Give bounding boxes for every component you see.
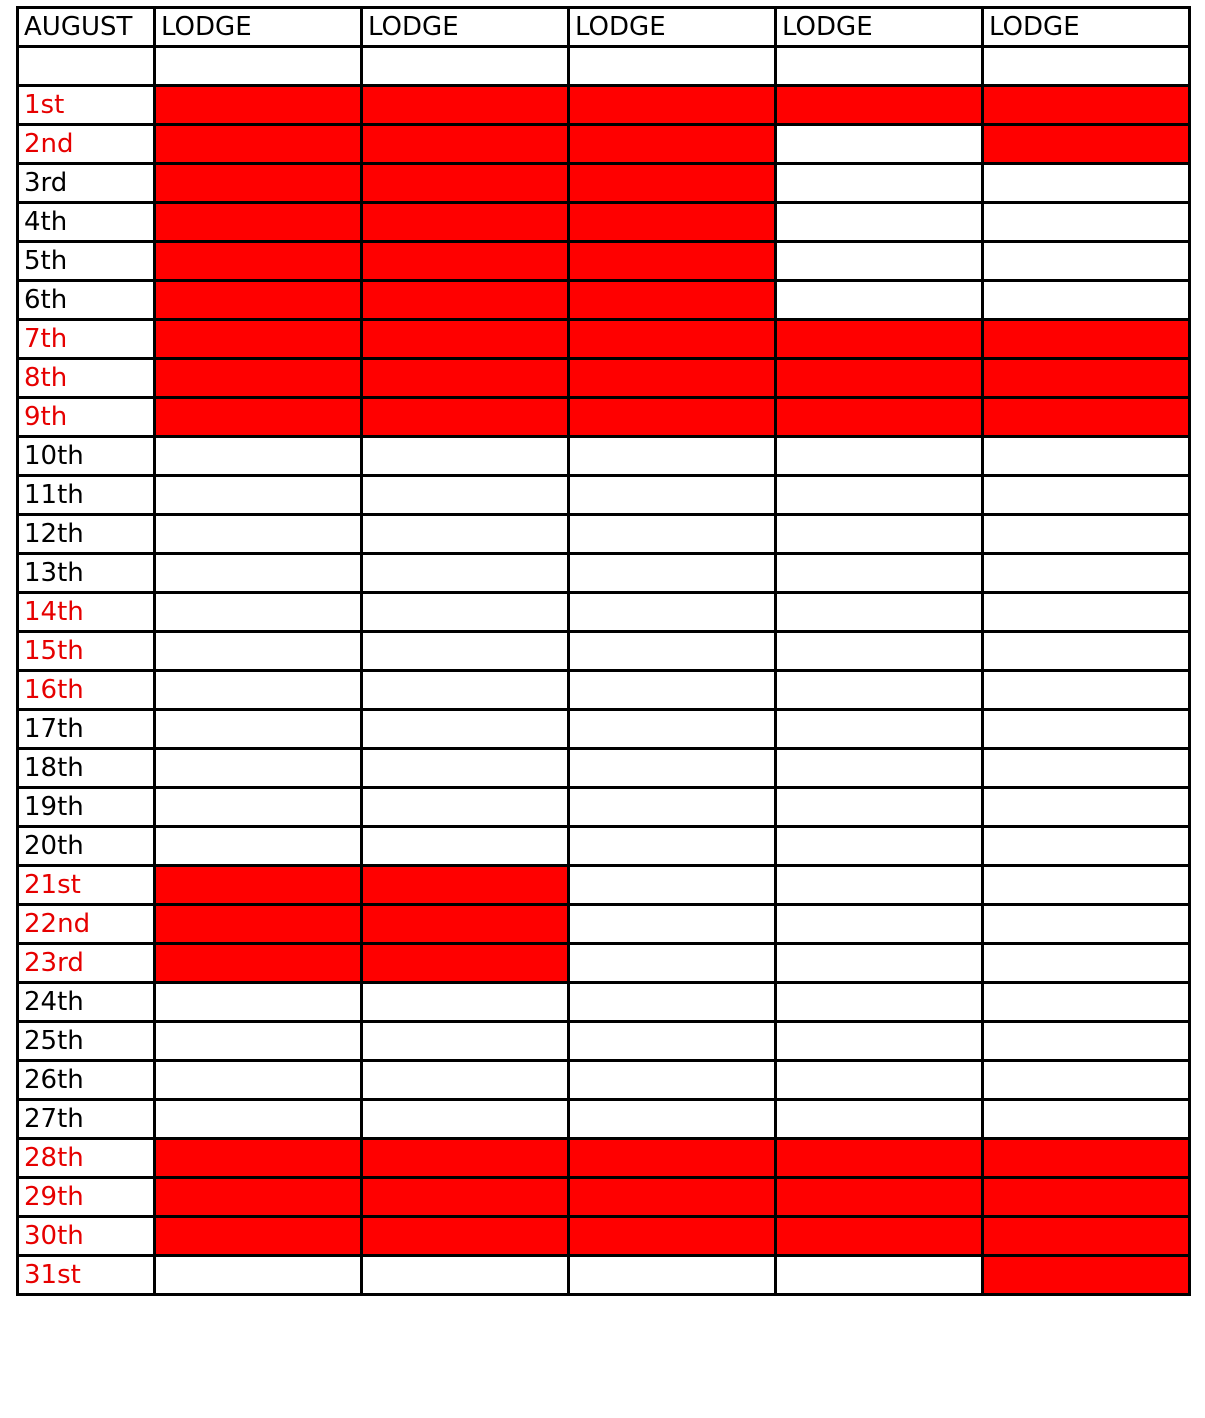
booked-cell (362, 1217, 569, 1256)
booked-cell (776, 398, 983, 437)
available-cell (155, 476, 362, 515)
booked-cell (362, 1178, 569, 1217)
lodge-header-1: LODGE (155, 8, 362, 47)
available-cell (776, 944, 983, 983)
available-cell (983, 983, 1190, 1022)
lodge-header-5: LODGE (983, 8, 1190, 47)
booked-cell (569, 203, 776, 242)
booked-cell (362, 944, 569, 983)
available-cell (983, 515, 1190, 554)
available-cell (155, 554, 362, 593)
available-cell (776, 632, 983, 671)
date-row (18, 359, 1190, 398)
available-cell (983, 437, 1190, 476)
available-cell (569, 437, 776, 476)
date-row (18, 749, 1190, 788)
booked-cell (569, 281, 776, 320)
date-rows (18, 86, 1190, 1295)
booked-cell (362, 281, 569, 320)
date-cell: 22nd (18, 905, 155, 944)
available-cell (776, 671, 983, 710)
booked-cell (362, 359, 569, 398)
booked-cell (569, 164, 776, 203)
available-cell (362, 1256, 569, 1295)
available-cell (776, 866, 983, 905)
available-cell (776, 164, 983, 203)
booked-cell (155, 1217, 362, 1256)
date-cell: 15th (18, 632, 155, 671)
date-row (18, 398, 1190, 437)
blank-cell (18, 47, 155, 86)
available-cell (362, 476, 569, 515)
booked-cell (776, 320, 983, 359)
booked-cell (983, 86, 1190, 125)
available-cell (155, 1256, 362, 1295)
date-cell: 24th (18, 983, 155, 1022)
available-cell (362, 788, 569, 827)
available-cell (983, 554, 1190, 593)
booked-cell (155, 164, 362, 203)
available-cell (983, 632, 1190, 671)
date-cell: 14th (18, 593, 155, 632)
available-cell (983, 593, 1190, 632)
booked-cell (983, 1256, 1190, 1295)
available-cell (155, 632, 362, 671)
available-cell (983, 476, 1190, 515)
date-cell: 3rd (18, 164, 155, 203)
date-row (18, 476, 1190, 515)
available-cell (362, 983, 569, 1022)
booked-cell (155, 203, 362, 242)
booked-cell (155, 944, 362, 983)
available-cell (569, 476, 776, 515)
available-cell (776, 1061, 983, 1100)
date-cell: 19th (18, 788, 155, 827)
booked-cell (362, 398, 569, 437)
available-cell (569, 788, 776, 827)
available-cell (983, 1061, 1190, 1100)
date-row (18, 866, 1190, 905)
date-row (18, 1100, 1190, 1139)
date-row (18, 1139, 1190, 1178)
booked-cell (155, 125, 362, 164)
available-cell (569, 983, 776, 1022)
available-cell (983, 281, 1190, 320)
available-cell (569, 515, 776, 554)
available-cell (569, 671, 776, 710)
date-cell: 12th (18, 515, 155, 554)
lodge-header-2: LODGE (362, 8, 569, 47)
available-cell (776, 554, 983, 593)
booked-cell (569, 242, 776, 281)
available-cell (362, 710, 569, 749)
available-cell (569, 1256, 776, 1295)
availability-table (16, 6, 1191, 1296)
booked-cell (362, 320, 569, 359)
available-cell (776, 749, 983, 788)
date-row (18, 554, 1190, 593)
blank-cell (983, 47, 1190, 86)
available-cell (776, 788, 983, 827)
available-cell (776, 203, 983, 242)
available-cell (155, 1061, 362, 1100)
available-cell (362, 632, 569, 671)
date-row (18, 1256, 1190, 1295)
available-cell (362, 515, 569, 554)
available-cell (776, 905, 983, 944)
available-cell (155, 827, 362, 866)
available-cell (983, 788, 1190, 827)
date-cell: 6th (18, 281, 155, 320)
available-cell (776, 593, 983, 632)
booked-cell (362, 905, 569, 944)
booked-cell (569, 1139, 776, 1178)
booked-cell (155, 281, 362, 320)
available-cell (155, 437, 362, 476)
date-row (18, 788, 1190, 827)
available-cell (155, 788, 362, 827)
available-cell (362, 554, 569, 593)
available-cell (983, 203, 1190, 242)
date-row (18, 944, 1190, 983)
booked-cell (155, 86, 362, 125)
booked-cell (569, 398, 776, 437)
date-row (18, 710, 1190, 749)
date-row (18, 86, 1190, 125)
available-cell (362, 749, 569, 788)
booked-cell (155, 1178, 362, 1217)
available-cell (569, 944, 776, 983)
booked-cell (362, 1139, 569, 1178)
booked-cell (155, 359, 362, 398)
available-cell (983, 749, 1190, 788)
date-cell: 13th (18, 554, 155, 593)
booked-cell (983, 125, 1190, 164)
booked-cell (776, 1139, 983, 1178)
available-cell (983, 242, 1190, 281)
date-cell: 20th (18, 827, 155, 866)
booked-cell (362, 164, 569, 203)
available-cell (569, 1100, 776, 1139)
booked-cell (155, 398, 362, 437)
date-row (18, 671, 1190, 710)
date-row (18, 827, 1190, 866)
available-cell (983, 866, 1190, 905)
available-cell (569, 593, 776, 632)
date-row (18, 1178, 1190, 1217)
booked-cell (776, 1178, 983, 1217)
available-cell (983, 671, 1190, 710)
booked-cell (983, 320, 1190, 359)
lodge-header-3: LODGE (569, 8, 776, 47)
booked-cell (155, 866, 362, 905)
date-cell: 25th (18, 1022, 155, 1061)
booked-cell (983, 1139, 1190, 1178)
date-cell: 9th (18, 398, 155, 437)
booked-cell (569, 359, 776, 398)
booked-cell (569, 125, 776, 164)
available-cell (776, 983, 983, 1022)
date-cell: 2nd (18, 125, 155, 164)
available-cell (569, 1061, 776, 1100)
booked-cell (569, 1217, 776, 1256)
date-cell: 30th (18, 1217, 155, 1256)
available-cell (155, 1022, 362, 1061)
available-cell (983, 1100, 1190, 1139)
date-cell: 16th (18, 671, 155, 710)
available-cell (155, 593, 362, 632)
available-cell (983, 710, 1190, 749)
date-row (18, 1217, 1190, 1256)
booked-cell (155, 905, 362, 944)
date-cell: 18th (18, 749, 155, 788)
date-cell: 31st (18, 1256, 155, 1295)
available-cell (983, 827, 1190, 866)
date-cell: 5th (18, 242, 155, 281)
available-cell (776, 125, 983, 164)
date-cell: 10th (18, 437, 155, 476)
date-row (18, 632, 1190, 671)
date-cell: 11th (18, 476, 155, 515)
booked-cell (776, 86, 983, 125)
blank-cell (362, 47, 569, 86)
available-cell (776, 242, 983, 281)
available-cell (362, 593, 569, 632)
date-cell: 1st (18, 86, 155, 125)
available-cell (569, 1022, 776, 1061)
available-cell (362, 1061, 569, 1100)
available-cell (155, 515, 362, 554)
date-cell: 17th (18, 710, 155, 749)
date-row (18, 203, 1190, 242)
header-row (18, 8, 1190, 47)
available-cell (776, 281, 983, 320)
date-row (18, 164, 1190, 203)
available-cell (362, 437, 569, 476)
date-row (18, 905, 1190, 944)
available-cell (569, 710, 776, 749)
available-cell (776, 1022, 983, 1061)
blank-cell (569, 47, 776, 86)
date-row (18, 320, 1190, 359)
available-cell (362, 1022, 569, 1061)
booked-cell (362, 203, 569, 242)
available-cell (776, 827, 983, 866)
booked-cell (983, 398, 1190, 437)
available-cell (776, 1256, 983, 1295)
available-cell (155, 1100, 362, 1139)
available-cell (569, 632, 776, 671)
available-cell (776, 515, 983, 554)
booked-cell (776, 1217, 983, 1256)
booked-cell (983, 1217, 1190, 1256)
available-cell (776, 710, 983, 749)
date-cell: 4th (18, 203, 155, 242)
booked-cell (569, 86, 776, 125)
month-header: AUGUST (18, 8, 155, 47)
booked-cell (155, 1139, 362, 1178)
available-cell (155, 710, 362, 749)
available-cell (569, 866, 776, 905)
booked-cell (155, 320, 362, 359)
date-cell: 7th (18, 320, 155, 359)
booked-cell (362, 86, 569, 125)
date-row (18, 1061, 1190, 1100)
date-row (18, 593, 1190, 632)
available-cell (155, 983, 362, 1022)
booked-cell (362, 242, 569, 281)
booked-cell (776, 359, 983, 398)
booked-cell (569, 320, 776, 359)
available-cell (776, 476, 983, 515)
date-row (18, 515, 1190, 554)
date-cell: 27th (18, 1100, 155, 1139)
available-cell (983, 164, 1190, 203)
available-cell (569, 554, 776, 593)
booked-cell (983, 359, 1190, 398)
date-cell: 23rd (18, 944, 155, 983)
booked-cell (983, 1178, 1190, 1217)
booked-cell (569, 1178, 776, 1217)
booked-cell (362, 866, 569, 905)
available-cell (155, 671, 362, 710)
date-row (18, 125, 1190, 164)
lodge-header-4: LODGE (776, 8, 983, 47)
booked-cell (155, 242, 362, 281)
date-cell: 26th (18, 1061, 155, 1100)
available-cell (362, 827, 569, 866)
date-cell: 21st (18, 866, 155, 905)
available-cell (155, 749, 362, 788)
blank-cell (155, 47, 362, 86)
available-cell (569, 749, 776, 788)
date-row (18, 1022, 1190, 1061)
available-cell (362, 671, 569, 710)
available-cell (569, 905, 776, 944)
available-cell (569, 827, 776, 866)
available-cell (983, 1022, 1190, 1061)
date-row (18, 242, 1190, 281)
available-cell (362, 1100, 569, 1139)
available-cell (776, 437, 983, 476)
date-cell: 28th (18, 1139, 155, 1178)
available-cell (983, 905, 1190, 944)
date-cell: 8th (18, 359, 155, 398)
available-cell (983, 944, 1190, 983)
date-cell: 29th (18, 1178, 155, 1217)
booked-cell (362, 125, 569, 164)
blank-row (18, 47, 1190, 86)
date-row (18, 281, 1190, 320)
blank-cell (776, 47, 983, 86)
date-row (18, 437, 1190, 476)
available-cell (776, 1100, 983, 1139)
date-row (18, 983, 1190, 1022)
